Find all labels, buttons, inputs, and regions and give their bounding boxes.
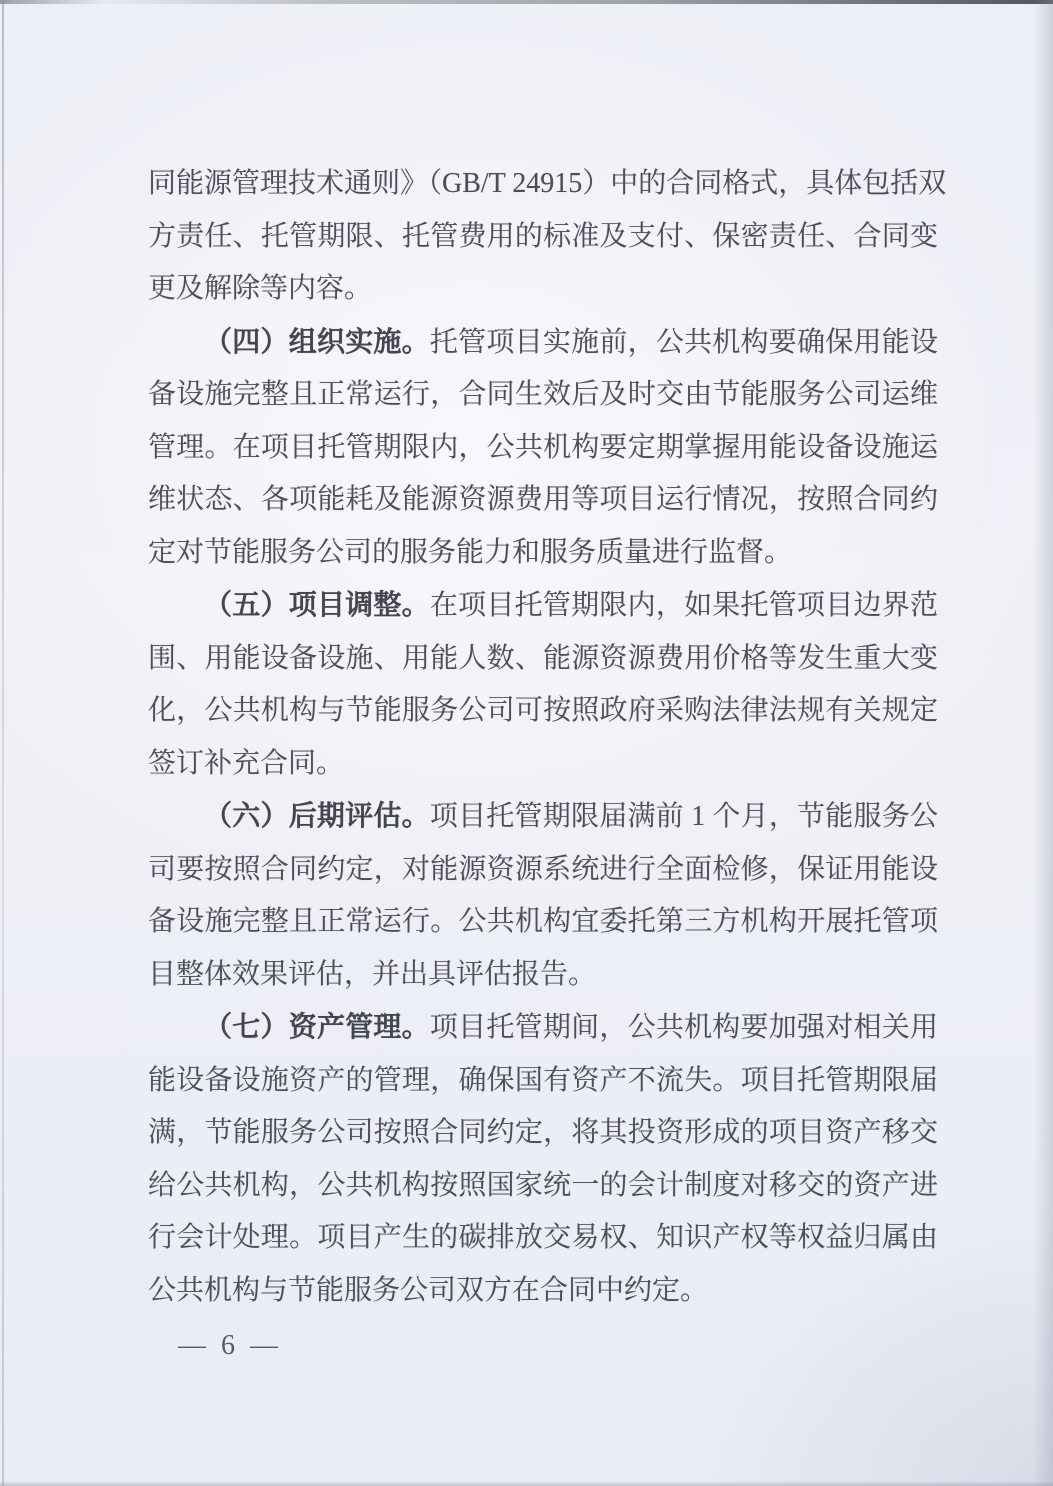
text-line: 目整体效果评估，并出具评估报告。 (148, 958, 597, 990)
section-heading-6: （六）后期评估。 (204, 800, 430, 831)
section-heading-5: （五）项目调整。 (204, 589, 430, 620)
text-line: 更及解除等内容。 (148, 273, 373, 304)
text-line: 定对节能服务公司的服务能力和服务质量进行监督。 (148, 536, 793, 568)
section-heading-7: （七）资产管理。 (204, 1011, 430, 1042)
text-line (148, 1001, 938, 1055)
text-line: 行会计处理。项目产生的碳排放交易权、知识产权等权益归属由 (148, 1222, 938, 1253)
text-line: 签订补充合同。 (148, 747, 345, 779)
line-text: 在项目托管期限内，如果托管项目边界范 (429, 590, 938, 621)
scan-top-edge (0, 0, 1053, 4)
scan-right-shade (1033, 0, 1053, 1486)
scan-bottom-edge (0, 1481, 1053, 1486)
line-text: 托管项目实施前，公共机构要确保用能设 (429, 326, 938, 358)
text-line: 同能源管理技术通则》（GB/T 24915）中的合同格式，具体包括双 (148, 168, 947, 199)
text-line: 维状态、各项能耗及能源资源费用等项目运行情况，按照合同约 (148, 484, 938, 515)
text-line: 方责任、托管期限、托管费用的标准及支付、保密责任、合同变 (148, 220, 938, 252)
text-line (148, 579, 938, 633)
text-line: 满，节能服务公司按照合同约定，将其投资形成的项目资产移交 (148, 1117, 938, 1148)
text-line: 司要按照合同约定，对能源资源系统进行全面检修，保证用能设 (148, 853, 938, 885)
document-body (148, 158, 947, 1317)
page-number: — 6 — (178, 1330, 282, 1361)
scan-left-seam (2, 0, 4, 1486)
text-line: 公共机构与节能服务公司双方在合同中约定。 (148, 1274, 709, 1306)
text-line: 能设备设施资产的管理，确保国有资产不流失。项目托管期限届 (148, 1064, 938, 1096)
text-line (148, 790, 938, 844)
text-line (148, 316, 938, 370)
line-text: 项目托管期间，公共机构要加强对相关用 (429, 1012, 938, 1043)
text-line: 围、用能设备设施、用能人数、能源资源费用价格等发生重大变 (148, 642, 938, 674)
text-line: 备设施完整且正常运行，合同生效后及时交由节能服务公司运维 (148, 379, 938, 410)
text-line: 备设施完整且正常运行。公共机构宜委托第三方机构开展托管项 (148, 906, 938, 937)
text-line: 化，公共机构与节能服务公司可按照政府采购法律法规有关规定 (148, 695, 938, 726)
text-line: 给公共机构，公共机构按照国家统一的会计制度对移交的资产进 (148, 1169, 938, 1201)
text-line: 管理。在项目托管期限内，公共机构要定期掌握用能设备设施运 (148, 431, 938, 463)
section-heading-4: （四）组织实施。 (204, 325, 430, 357)
line-text: 项目托管期限届满前 1 个月，节能服务公 (429, 801, 938, 832)
